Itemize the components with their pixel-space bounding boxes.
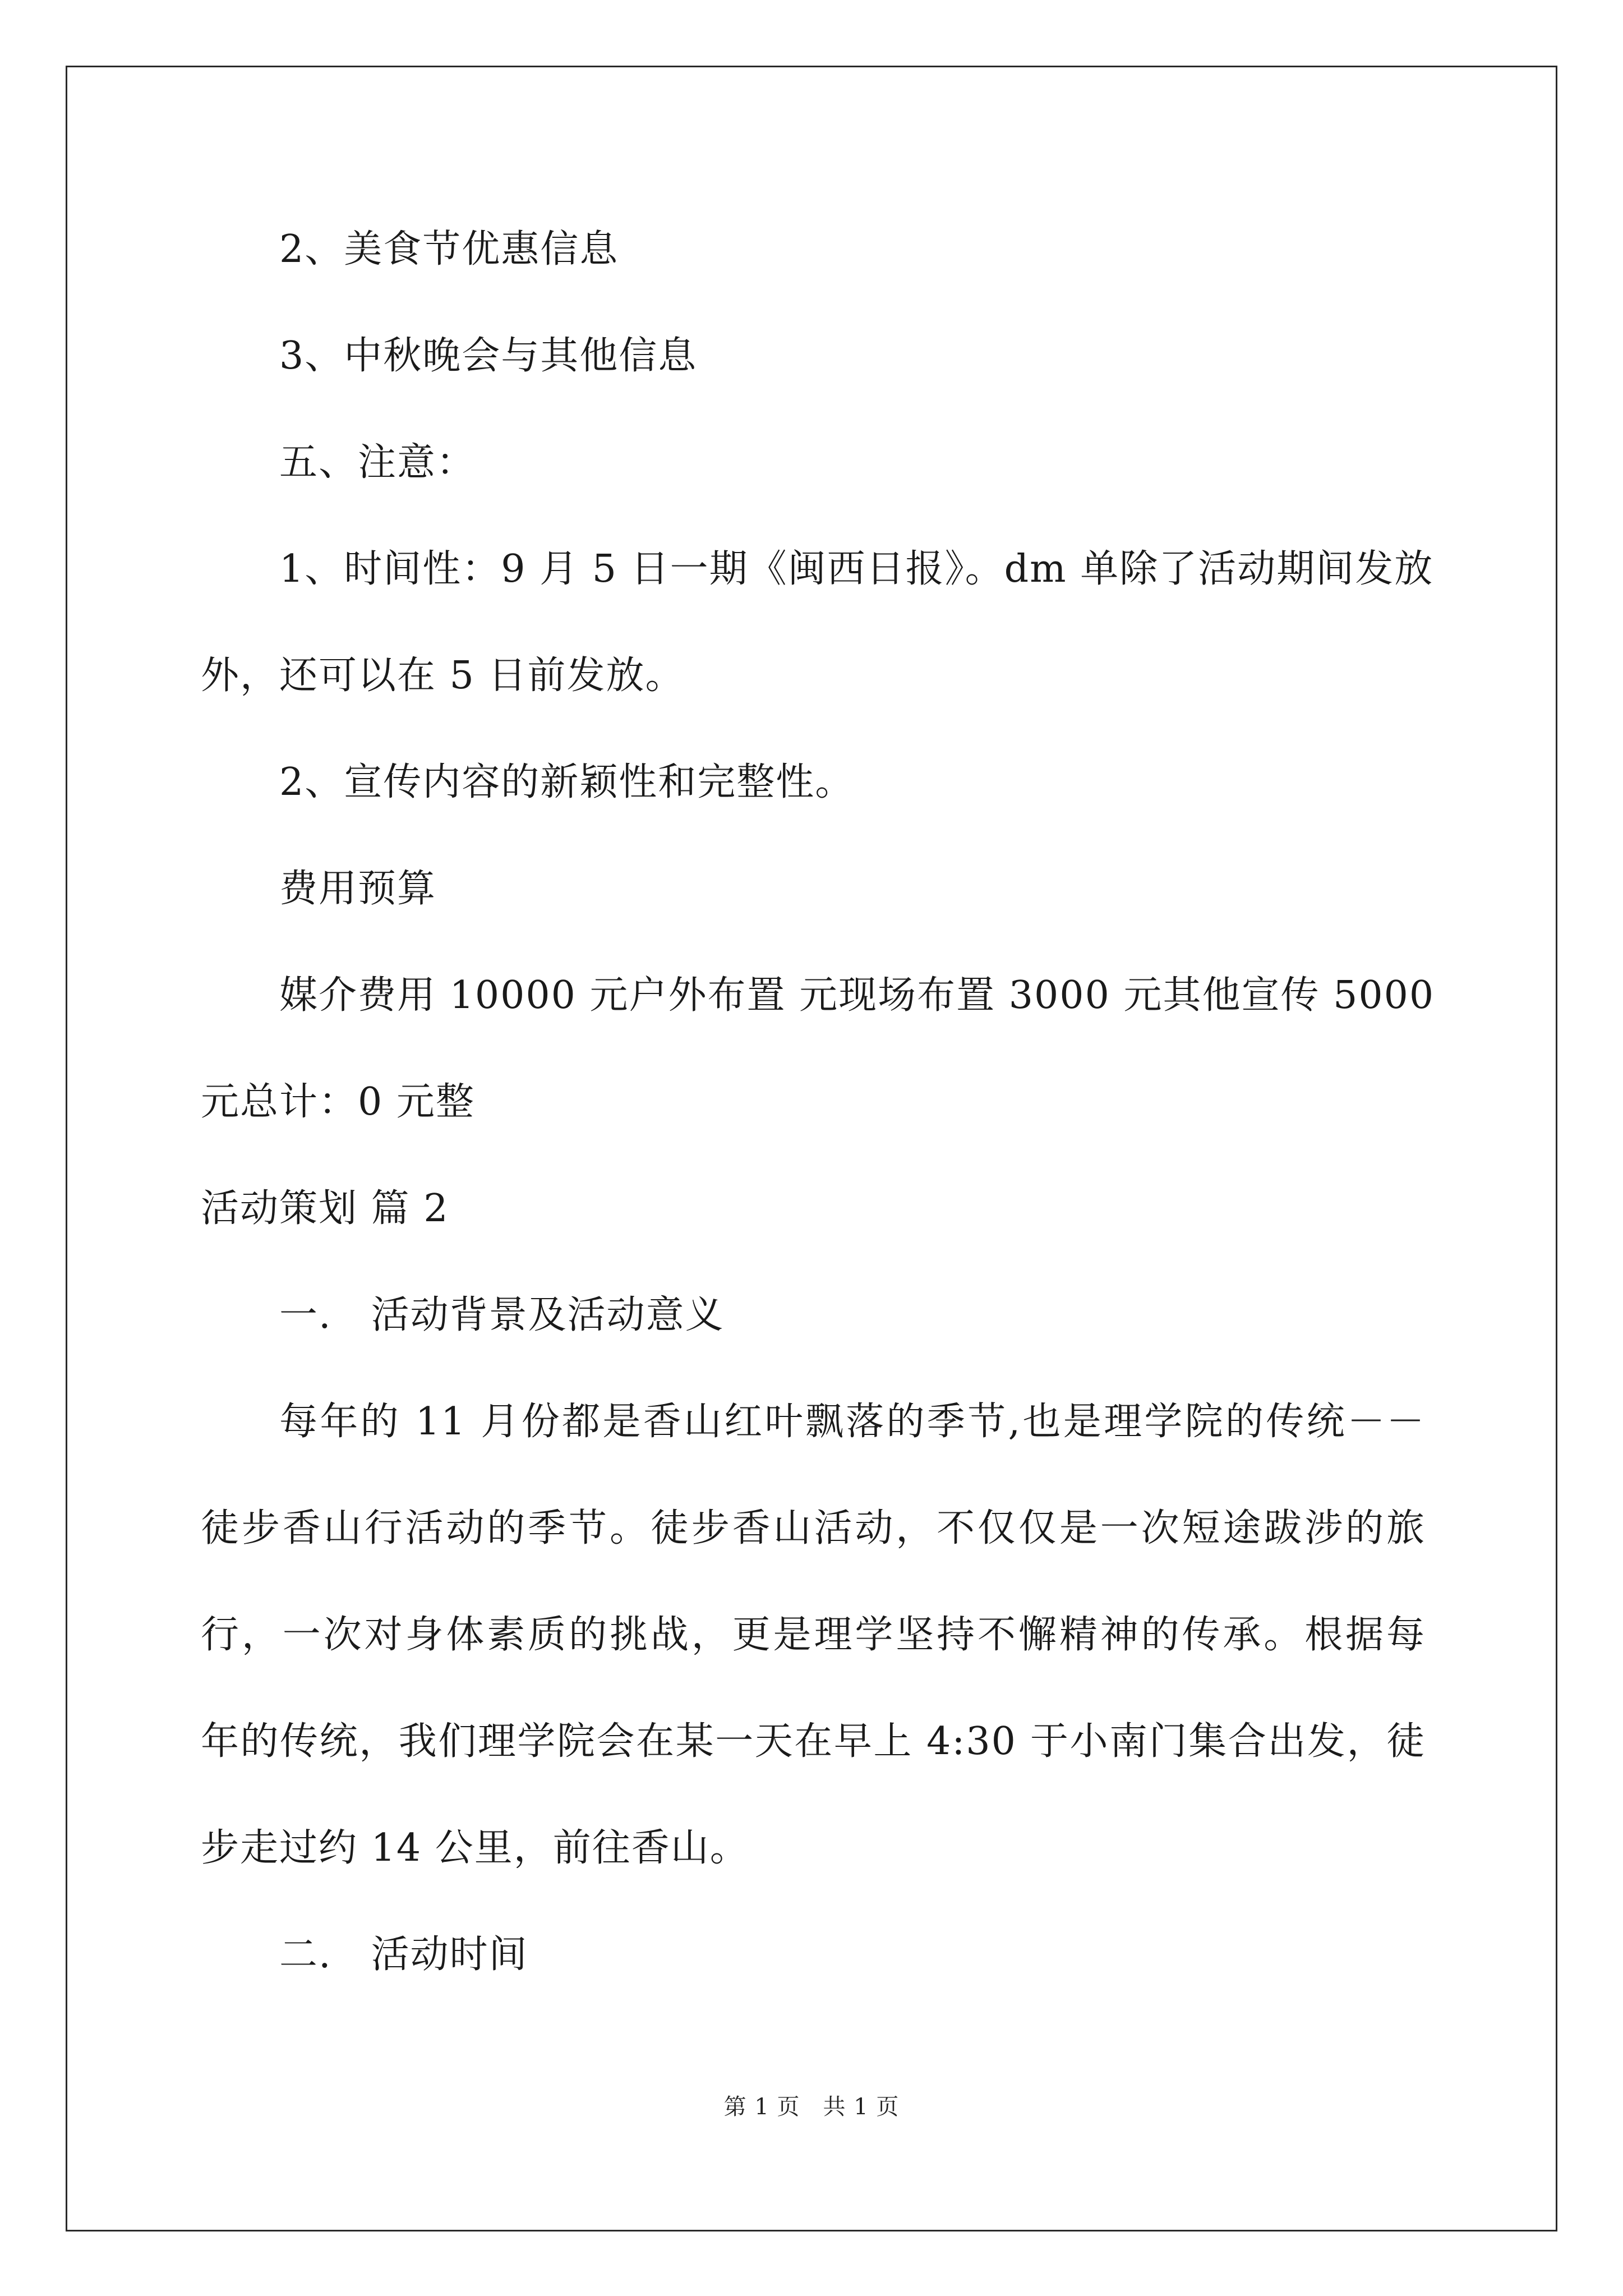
- paragraph-background-line-4: 年的传统，我们理学院会在某一天在早上 4:30 于小南门集合出发，徒: [201, 1719, 1426, 1764]
- list-item-mid-autumn-gala: 3、中秋晚会与其他信息: [279, 334, 698, 378]
- page-border: [66, 66, 1557, 2231]
- article-title: 活动策划 篇 2: [201, 1186, 449, 1231]
- paragraph-budget-line-1: 媒介费用 10000 元户外布置 元现场布置 3000 元其他宣传 5000: [279, 973, 1435, 1018]
- section-heading-time: 二. 活动时间: [279, 1932, 528, 1977]
- section-heading-background: 一. 活动背景及活动意义: [279, 1293, 725, 1337]
- section-heading-notes: 五、注意：: [279, 440, 476, 485]
- paragraph-background-line-3: 行，一次对身体素质的挑战，更是理学坚持不懈精神的传承。根据每: [201, 1613, 1426, 1657]
- paragraph-background-line-2: 徒步香山行活动的季节。徒步香山活动，不仅仅是一次短途跋涉的旅: [201, 1506, 1426, 1550]
- list-item-food-festival: 2、美食节优惠信息: [279, 227, 619, 272]
- paragraph-background-line-1: 每年的 11 月份都是香山红叶飘落的季节,也是理学院的传统－－: [279, 1400, 1426, 1444]
- paragraph-timeliness-line-1: 1、时间性：9 月 5 日一期《闽西日报》。dm 单除了活动期间发放: [279, 547, 1434, 591]
- paragraph-timeliness-line-2: 外，还可以在 5 日前发放。: [201, 654, 685, 698]
- paragraph-background-line-5: 步走过约 14 公里，前往香山。: [201, 1826, 749, 1870]
- paragraph-budget-line-2: 元总计：0 元整: [201, 1080, 475, 1124]
- section-heading-budget: 费用预算: [279, 867, 437, 911]
- list-item-content-novelty: 2、宣传内容的新颖性和完整性。: [279, 760, 855, 804]
- page-footer: 第 1 页 共 1 页: [723, 2094, 900, 2120]
